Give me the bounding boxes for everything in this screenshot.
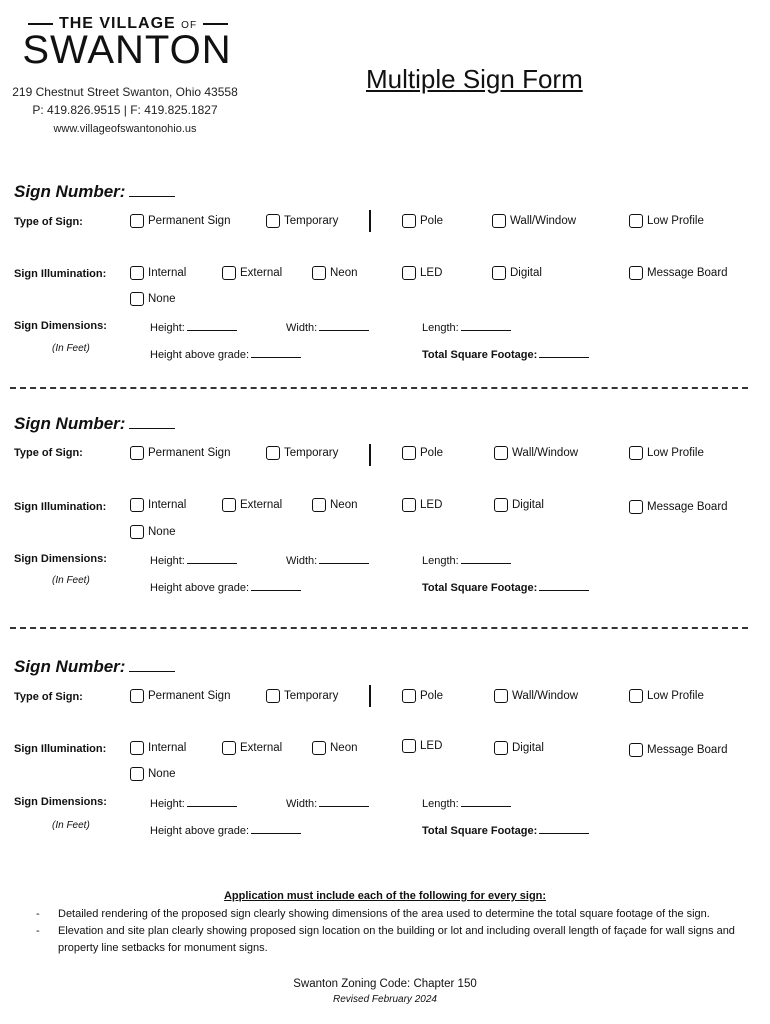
option-wall-window-1[interactable]: Wall/Window <box>492 214 576 228</box>
option-internal-1[interactable]: Internal <box>130 266 186 280</box>
checkbox[interactable] <box>402 446 416 460</box>
checkbox[interactable] <box>629 214 643 228</box>
width-field-1[interactable]: Width: <box>286 320 369 334</box>
footer-zoning-code: Swanton Zoning Code: Chapter 150 <box>293 978 477 990</box>
checkbox[interactable] <box>629 266 643 280</box>
option-digital-3[interactable]: Digital <box>494 741 544 755</box>
option-external-2[interactable]: External <box>222 498 282 512</box>
checkbox[interactable] <box>130 498 144 512</box>
in-feet-note-3: (In Feet) <box>52 820 90 831</box>
option-low-profile-3[interactable]: Low Profile <box>629 689 704 703</box>
total-square-footage-field-1[interactable]: Total Square Footage: <box>422 347 589 361</box>
logo-top-text: THE VILLAGE <box>58 15 176 32</box>
sign-number-blank-1[interactable] <box>129 184 175 197</box>
total-square-footage-field-3[interactable]: Total Square Footage: <box>422 823 589 837</box>
sign-number-label-1: Sign Number: <box>14 182 175 202</box>
checkbox[interactable] <box>629 743 643 757</box>
requirement-text: Elevation and site plan clearly showing proposed sign location on the building or lot and including overall length of façade for wall signs and property line setbacks for monument signs. <box>58 925 735 954</box>
option-digital-1[interactable]: Digital <box>492 266 542 280</box>
checkbox[interactable] <box>629 446 643 460</box>
option-message-board-3[interactable]: Message Board <box>629 743 728 757</box>
sign-dimensions-label-1: Sign Dimensions: <box>14 320 107 332</box>
option-external-3[interactable]: External <box>222 741 282 755</box>
divider-bar <box>369 444 371 466</box>
checkbox[interactable] <box>266 689 280 703</box>
checkbox[interactable] <box>130 266 144 280</box>
checkbox[interactable] <box>494 689 508 703</box>
sign-dimensions-label-2: Sign Dimensions: <box>14 553 107 565</box>
sign-illumination-label-3: Sign Illumination: <box>14 743 107 755</box>
checkbox[interactable] <box>402 689 416 703</box>
logo-of-text: OF <box>181 20 198 31</box>
height-field-3[interactable]: Height: <box>150 796 237 810</box>
checkbox[interactable] <box>492 214 506 228</box>
option-temporary-3[interactable]: Temporary <box>266 689 338 703</box>
option-none-1[interactable]: None <box>130 292 176 306</box>
option-neon-2[interactable]: Neon <box>312 498 358 512</box>
checkbox[interactable] <box>402 498 416 512</box>
checkbox[interactable] <box>312 741 326 755</box>
checkbox[interactable] <box>222 266 236 280</box>
bullet-dash: - <box>36 925 40 937</box>
checkbox[interactable] <box>494 741 508 755</box>
height-above-grade-field-2[interactable]: Height above grade: <box>150 580 301 594</box>
section-divider <box>10 627 748 629</box>
option-pole-1[interactable]: Pole <box>402 214 443 228</box>
requirement-text: Detailed rendering of the proposed sign clearly showing dimensions of the area used to determine the total square footage of the sign. <box>58 908 710 920</box>
divider-bar <box>369 210 371 232</box>
option-low-profile-1[interactable]: Low Profile <box>629 214 704 228</box>
height-field-2[interactable]: Height: <box>150 553 237 567</box>
checkbox[interactable] <box>402 739 416 753</box>
form-title: Multiple Sign Form <box>366 64 583 94</box>
option-wall-window-2[interactable]: Wall/Window <box>494 446 578 460</box>
checkbox[interactable] <box>130 214 144 228</box>
checkbox[interactable] <box>629 500 643 514</box>
option-digital-2[interactable]: Digital <box>494 498 544 512</box>
option-permanent-2[interactable]: Permanent Sign <box>130 446 230 460</box>
checkbox[interactable] <box>130 689 144 703</box>
section-divider <box>10 387 748 389</box>
requirement-item <box>36 906 742 923</box>
option-wall-window-3[interactable]: Wall/Window <box>494 689 578 703</box>
checkbox[interactable] <box>130 741 144 755</box>
option-neon-3[interactable]: Neon <box>312 741 358 755</box>
length-field-3[interactable]: Length: <box>422 796 511 810</box>
length-field-2[interactable]: Length: <box>422 553 511 567</box>
sign-number-label-3: Sign Number: <box>14 657 175 677</box>
checkbox[interactable] <box>312 266 326 280</box>
checkbox[interactable] <box>492 266 506 280</box>
height-field-1[interactable]: Height: <box>150 320 237 334</box>
requirement-item <box>36 923 742 957</box>
height-above-grade-field-3[interactable]: Height above grade: <box>150 823 301 837</box>
length-field-1[interactable]: Length: <box>422 320 511 334</box>
checkbox[interactable] <box>130 292 144 306</box>
option-temporary-2[interactable]: Temporary <box>266 446 338 460</box>
bullet-dash: - <box>36 908 40 920</box>
checkbox[interactable] <box>130 525 144 539</box>
logo-rule-right <box>203 23 228 25</box>
checkbox[interactable] <box>130 446 144 460</box>
checkbox[interactable] <box>222 498 236 512</box>
type-of-sign-label-2: Type of Sign: <box>14 447 83 459</box>
checkbox[interactable] <box>494 498 508 512</box>
sign-dimensions-label-3: Sign Dimensions: <box>14 796 107 808</box>
option-permanent-3[interactable]: Permanent Sign <box>130 689 230 703</box>
type-of-sign-label-1: Type of Sign: <box>14 216 83 228</box>
logo-main-text: SWANTON <box>22 28 232 72</box>
option-pole-3[interactable]: Pole <box>402 689 443 703</box>
option-internal-2[interactable]: Internal <box>130 498 186 512</box>
in-feet-note-1: (In Feet) <box>52 343 90 354</box>
divider-bar <box>369 685 371 707</box>
checkbox[interactable] <box>130 767 144 781</box>
checkbox[interactable] <box>222 741 236 755</box>
checkbox[interactable] <box>266 214 280 228</box>
checkbox[interactable] <box>402 266 416 280</box>
checkbox[interactable] <box>312 498 326 512</box>
sign-number-blank-3[interactable] <box>129 659 175 672</box>
height-above-grade-field-1[interactable]: Height above grade: <box>150 347 301 361</box>
requirements-heading: Application must include each of the following for every sign: <box>223 890 547 902</box>
option-temporary-1[interactable]: Temporary <box>266 214 338 228</box>
sign-illumination-label-1: Sign Illumination: <box>14 268 107 280</box>
in-feet-note-2: (In Feet) <box>52 575 90 586</box>
option-led-2[interactable]: LED <box>402 498 442 512</box>
checkbox[interactable] <box>402 214 416 228</box>
width-field-3[interactable]: Width: <box>286 796 369 810</box>
address-text: 219 Chestnut Street Swanton, Ohio 43558 <box>12 85 238 99</box>
option-permanent-1[interactable]: Permanent Sign <box>130 214 230 228</box>
option-message-board-2[interactable]: Message Board <box>629 500 728 514</box>
option-none-3[interactable]: None <box>130 767 176 781</box>
option-neon-1[interactable]: Neon <box>312 266 358 280</box>
option-message-board-1[interactable]: Message Board <box>629 266 728 280</box>
option-low-profile-2[interactable]: Low Profile <box>629 446 704 460</box>
checkbox[interactable] <box>629 689 643 703</box>
width-field-2[interactable]: Width: <box>286 553 369 567</box>
type-of-sign-label-3: Type of Sign: <box>14 691 83 703</box>
phone-fax-text: P: 419.826.9515 | F: 419.825.1827 <box>32 103 218 117</box>
checkbox[interactable] <box>494 446 508 460</box>
option-led-3[interactable]: LED <box>402 739 442 753</box>
total-square-footage-field-2[interactable]: Total Square Footage: <box>422 580 589 594</box>
option-none-2[interactable]: None <box>130 525 176 539</box>
sign-number-blank-2[interactable] <box>129 416 175 429</box>
option-pole-2[interactable]: Pole <box>402 446 443 460</box>
website-text: www.villageofswantonohio.us <box>53 123 197 135</box>
sign-number-label-2: Sign Number: <box>14 414 175 434</box>
checkbox[interactable] <box>266 446 280 460</box>
option-led-1[interactable]: LED <box>402 266 442 280</box>
sign-illumination-label-2: Sign Illumination: <box>14 501 107 513</box>
logo-rule-left <box>28 23 53 25</box>
option-external-1[interactable]: External <box>222 266 282 280</box>
option-internal-3[interactable]: Internal <box>130 741 186 755</box>
footer-revised-date: Revised February 2024 <box>333 994 437 1005</box>
